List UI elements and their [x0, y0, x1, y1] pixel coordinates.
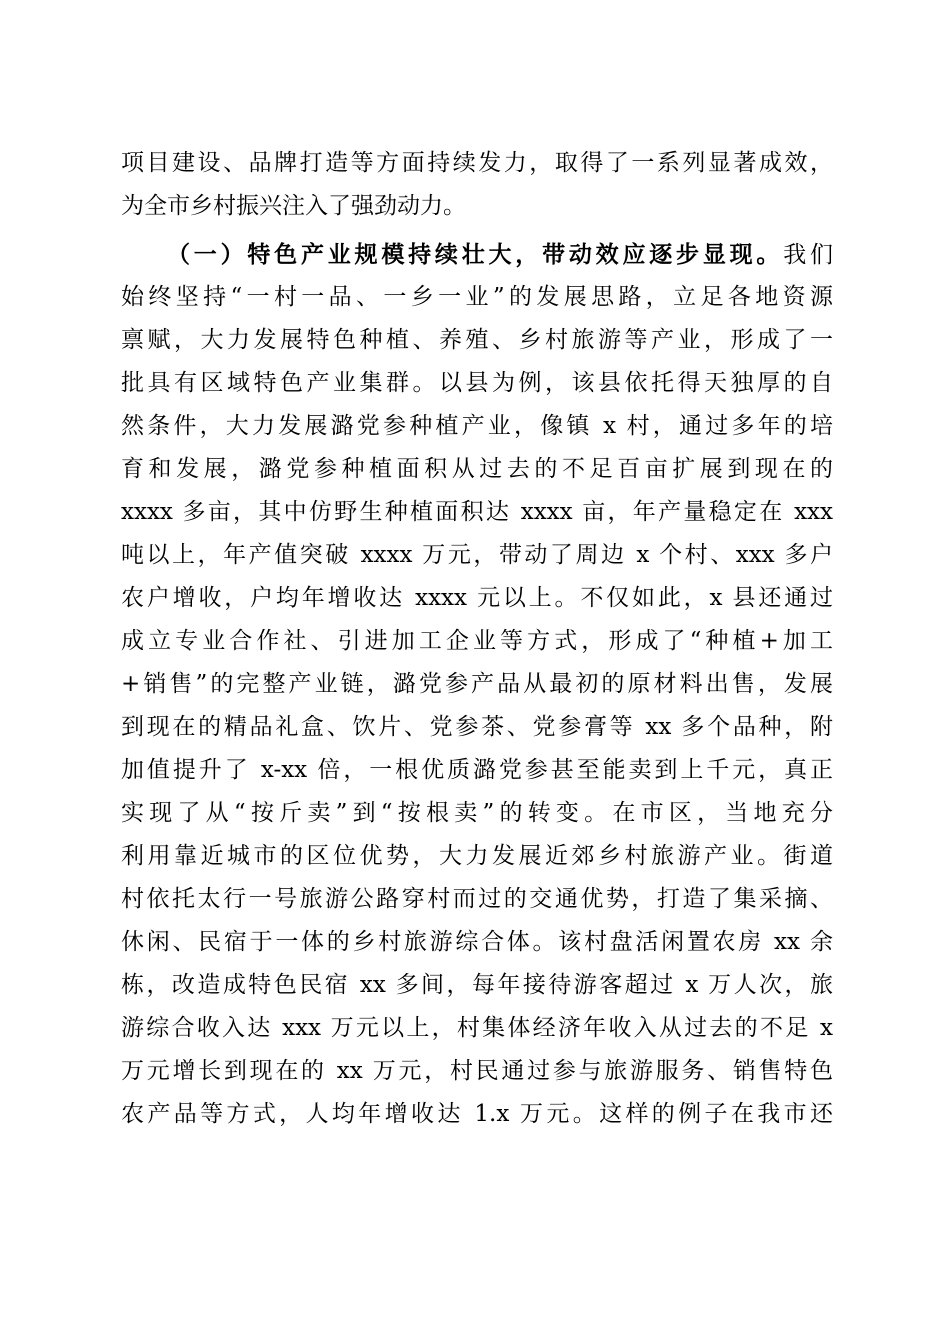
- text-line: 农户增收，户均年增收达 xxxx 元以上。不仅如此，x 县还通过: [121, 585, 833, 611]
- text-line: 村依托太行一号旅游公路穿村而过的交通优势，打造了集采摘、: [121, 886, 833, 912]
- section-heading: （一）特色产业规模持续壮大，带动效应逐步显现。: [167, 241, 784, 268]
- text-line: 农产品等方式，人均年增收达 1.x 万元。这样的例子在我市还: [121, 1101, 833, 1127]
- text-line: 栋，改造成特色民宿 xx 多间，每年接待游客超过 x 万人次，旅: [121, 972, 833, 998]
- text-line: 游综合收入达 xxx 万元以上，村集体经济年收入从过去的不足 x: [121, 1015, 833, 1041]
- text-line: 到现在的精品礼盒、饮片、党参茶、党参膏等 xx 多个品种，附: [121, 714, 833, 740]
- text-line: 项目建设、品牌打造等方面持续发力，取得了一系列显著成效，: [121, 150, 833, 176]
- text-line: 实现了从“按斤卖”到“按根卖”的转变。在市区，当地充分: [121, 800, 833, 826]
- text-line: 禀赋，大力发展特色种植、养殖、乡村旅游等产业，形成了一: [121, 327, 833, 353]
- paragraph-continuation: [121, 142, 833, 228]
- text-line: 然条件，大力发展潞党参种植产业，像镇 x 村，通过多年的培: [121, 413, 833, 439]
- text-line-rest: 我们: [783, 242, 834, 268]
- text-line: 始终坚持“一村一品、一乡一业”的发展思路，立足各地资源: [121, 284, 833, 310]
- text-line: 为全市乡村振兴注入了强劲动力。: [121, 193, 466, 219]
- section-1-first-line: [121, 233, 833, 276]
- text-line: 万元增长到现在的 xx 万元，村民通过参与旅游服务、销售特色: [121, 1058, 833, 1084]
- text-line: 利用靠近城市的区位优势，大力发展近郊乡村旅游产业。街道: [121, 843, 833, 869]
- text-line: 成立专业合作社、引进加工企业等方式，形成了“种植+加工: [121, 628, 833, 654]
- text-line: 批具有区域特色产业集群。以县为例，该县依托得天独厚的自: [121, 370, 833, 396]
- text-line: 吨以上，年产值突破 xxxx 万元，带动了周边 x 个村、xxx 多户: [121, 542, 833, 568]
- text-line: xxxx 多亩，其中仿野生种植面积达 xxxx 亩，年产量稳定在 xxx: [121, 499, 833, 525]
- text-line: 育和发展，潞党参种植面积从过去的不足百亩扩展到现在的: [121, 456, 833, 482]
- text-line: 加值提升了 x-xx 倍，一根优质潞党参甚至能卖到上千元，真正: [121, 757, 833, 783]
- section-1-paragraph: [121, 233, 833, 1136]
- text-line: 休闲、民宿于一体的乡村旅游综合体。该村盘活闲置农房 xx 余: [121, 929, 833, 955]
- text-line: +销售”的完整产业链，潞党参产品从最初的原材料出售，发展: [121, 671, 833, 697]
